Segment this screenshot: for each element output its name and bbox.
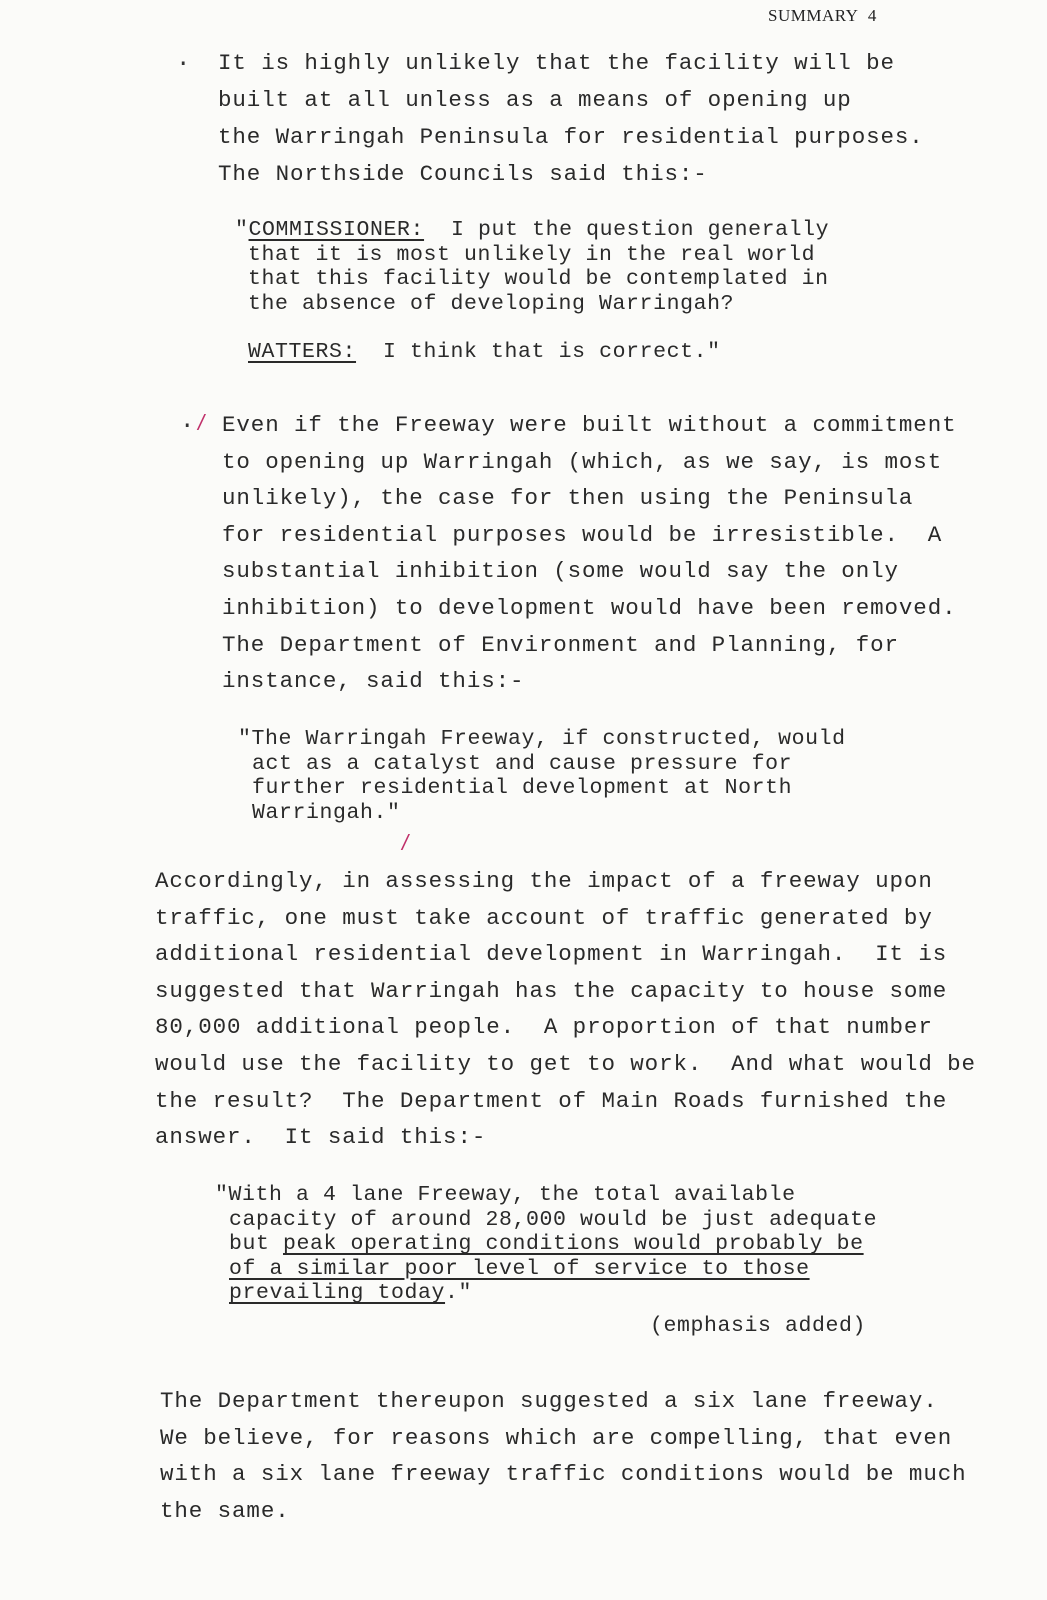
bullet-1-line (218, 50, 895, 76)
text-segment: " (235, 218, 249, 242)
text-segment: 80,000 additional people. A proportion of that number (155, 1014, 933, 1041)
text-segment: ." (445, 1281, 473, 1305)
emphasis-note-line (650, 1314, 866, 1338)
quote-3-line (229, 1257, 810, 1281)
quote-2-line (252, 752, 792, 776)
paragraph-2-line (160, 1425, 952, 1451)
text-segment: Even if the Freeway were built without a commitment (222, 412, 957, 438)
paragraph-1-line (155, 941, 947, 967)
paragraph-1-line (155, 1088, 947, 1114)
bullet-2-line (222, 595, 957, 621)
quote-3-line (229, 1232, 864, 1256)
quote-1-line (248, 292, 734, 316)
text-segment: built at all unless as a means of opening up (218, 87, 852, 113)
quote-2-line (238, 727, 846, 751)
text-segment: suggested that Warringah has the capacity to house some (155, 977, 948, 1004)
quote-2-line (252, 801, 401, 825)
quote-3-line (229, 1208, 877, 1232)
paragraph-2-line (160, 1498, 290, 1524)
paragraph-1-line (155, 1124, 486, 1150)
text-segment: with a six lane freeway traffic conditions would be much (160, 1461, 967, 1488)
quote-1-line (248, 243, 815, 267)
text-segment: We believe, for reasons which are compelling, that even (160, 1424, 953, 1451)
paragraph-1-line (155, 1051, 976, 1077)
quote-2-line (252, 776, 792, 800)
text-segment: Warringah." (252, 800, 401, 825)
page-header (768, 6, 877, 26)
paragraph-2-line (160, 1461, 967, 1487)
bullet-2-line (222, 449, 942, 475)
bullet-2-line (222, 668, 524, 694)
underlined-text: COMMISSIONER: (248, 218, 425, 242)
paragraph-1-line (155, 905, 933, 931)
bullet-2-line (222, 412, 957, 438)
text-segment: substantial inhibition (some would say the only (222, 558, 899, 585)
text-segment: but (229, 1232, 284, 1256)
text-segment: "With a 4 lane Freeway, the total available (215, 1183, 796, 1207)
underlined-text: peak operating conditions would probably be (283, 1232, 864, 1256)
underlined-text: WATTERS: (248, 340, 357, 364)
text-segment: to opening up Warringah (which, as we say, is most (222, 448, 943, 475)
text-segment: The Department of Environment and Planning, for (222, 631, 899, 658)
text-segment: The Northside Councils said this:- (218, 161, 708, 187)
underlined-text: of a similar poor level of service to those (229, 1256, 810, 1281)
bullet-1-line (218, 87, 852, 113)
text-segment: the absence of developing Warringah? (248, 291, 735, 316)
quote-3-line (215, 1183, 796, 1207)
text-segment: additional residential development in Warringah. It is (155, 941, 948, 968)
quote-1-line (248, 267, 829, 291)
header-section: SUMMARY (768, 6, 859, 25)
text-segment: that this facility would be contemplated in (248, 267, 829, 291)
red-pen-mark: / (402, 830, 409, 855)
bullet-2-line (222, 558, 899, 584)
bullet-1-line (218, 124, 924, 150)
paragraph-1-line (155, 1014, 933, 1040)
text-segment: I put the question generally (424, 218, 830, 242)
text-segment: that it is most unlikely in the real world (248, 242, 816, 267)
text-segment: capacity of around 28,000 would be just adequate (229, 1207, 878, 1232)
bullet-2-line (222, 522, 942, 548)
red-pen-mark: / (198, 410, 205, 435)
text-segment: instance, said this:- (222, 668, 525, 695)
text-segment: inhibition) to development would have been removed. (222, 595, 957, 621)
text-segment: further residential development at North (252, 776, 793, 800)
text-segment: It is highly unlikely that the facility will be (218, 50, 895, 76)
text-segment: answer. It said this:- (155, 1124, 487, 1151)
text-segment: I think that is correct." (356, 340, 721, 364)
bullet-2-line (222, 485, 913, 511)
text-segment: for residential purposes would be irresistible. A (222, 521, 943, 548)
quote-1-line (235, 218, 829, 242)
bullet-2-line (222, 632, 899, 658)
paragraph-2-line (160, 1388, 938, 1414)
text-segment: The Department thereupon suggested a six lane freeway. (160, 1388, 938, 1414)
bullet-mark: . (176, 46, 191, 73)
bullet-mark: . (180, 408, 195, 435)
quote-1-line (248, 340, 721, 364)
bullet-1-line (218, 161, 708, 187)
paragraph-1-line (155, 978, 947, 1004)
header-page-number: 4 (867, 6, 877, 25)
text-segment: Accordingly, in assessing the impact of a freeway upon (155, 868, 933, 894)
text-segment: (emphasis added) (650, 1314, 867, 1338)
text-segment: the same. (160, 1497, 290, 1524)
text-segment: the result? The Department of Main Roads furnished the (155, 1087, 948, 1114)
text-segment: would use the facility to get to work. And what would be (155, 1051, 976, 1077)
text-segment: traffic, one must take account of traffic generated by (155, 904, 933, 931)
text-segment: unlikely), the case for then using the Peninsula (222, 485, 914, 512)
underlined-text: prevailing today (229, 1281, 446, 1305)
quote-3-line (229, 1281, 472, 1305)
text-segment: act as a catalyst and cause pressure for (252, 751, 793, 776)
text-segment: "The Warringah Freeway, if constructed, would (238, 727, 846, 751)
text-segment: the Warringah Peninsula for residential purposes. (218, 124, 924, 150)
paragraph-1-line (155, 868, 933, 894)
